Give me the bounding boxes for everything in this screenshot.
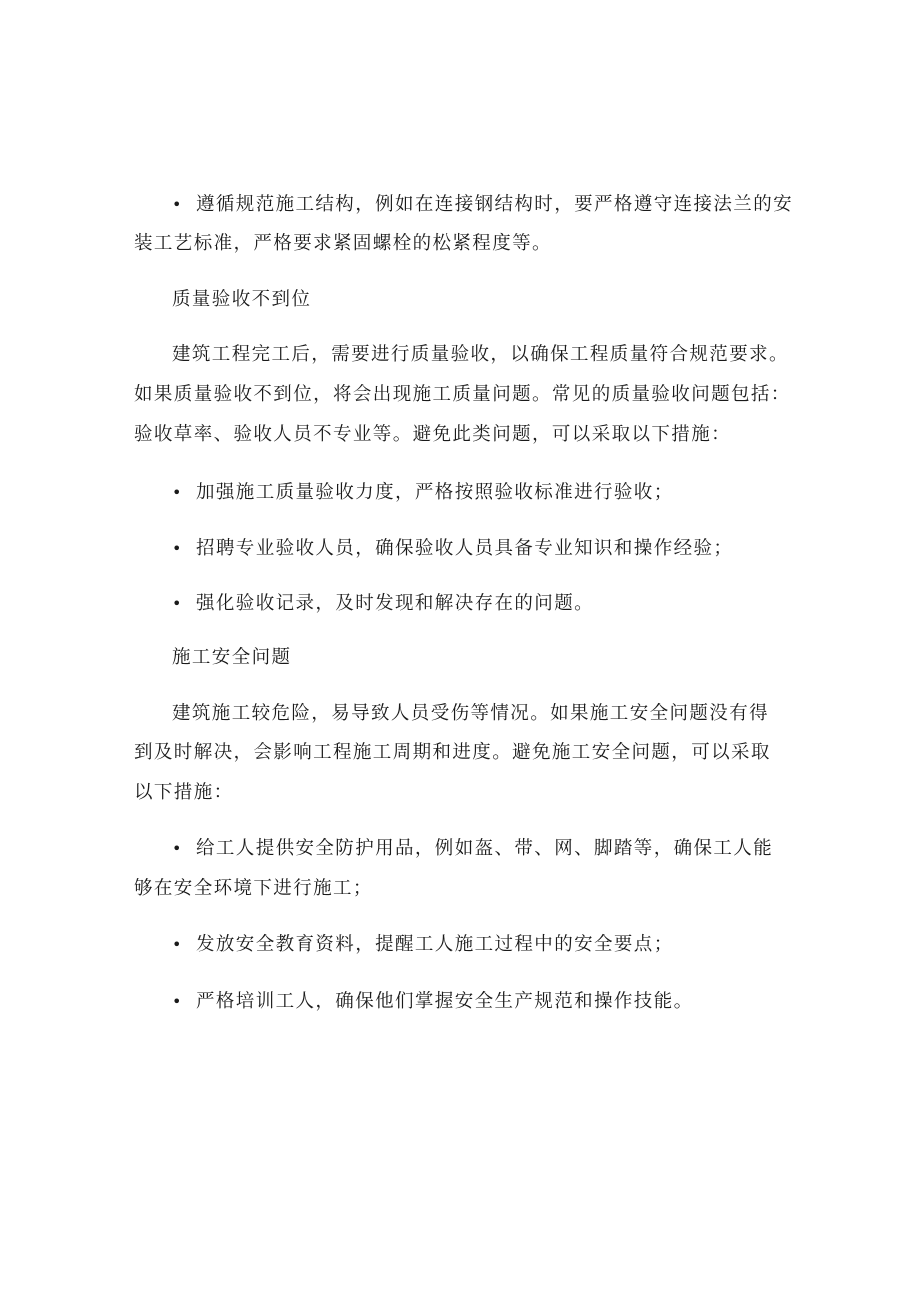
bullet-text-line: 强化验收记录，及时发现和解决存在的问题。 — [196, 593, 595, 614]
paragraph-line: 验收草率、验收人员不专业等。避免此类问题，可以采取以下措施： — [134, 424, 732, 445]
paragraph-line: 建筑工程完工后，需要进行质量验收，以确保工程质量符合规范要求。 — [172, 344, 789, 365]
bullet-text-line: 够在安全环境下进行施工； — [134, 878, 373, 899]
bullet-text-line: 加强施工质量验收力度，严格按照验收标准进行验收； — [196, 482, 674, 503]
bullet-marker: • — [172, 594, 182, 613]
bullet-marker: • — [172, 935, 182, 954]
paragraph-line: 建筑施工较危险，易导致人员受伤等情况。如果施工安全问题没有得 — [172, 703, 770, 724]
paragraph-line: 如果质量验收不到位，将会出现施工质量问题。常见的质量验收问题包括： — [134, 384, 791, 405]
paragraph-line: 以下措施： — [134, 782, 234, 803]
bullet-marker: • — [172, 992, 182, 1011]
bullet-text-line: 严格培训工人，确保他们掌握安全生产规范和操作技能。 — [196, 991, 694, 1012]
bullet-marker: • — [172, 839, 182, 858]
bullet-text-line: 发放安全教育资料，提醒工人施工过程中的安全要点； — [196, 934, 674, 955]
section-heading: 质量验收不到位 — [172, 289, 312, 310]
bullet-marker: • — [172, 195, 182, 214]
paragraph-line: 到及时解决，会影响工程施工周期和进度。避免施工安全问题，可以采取 — [134, 742, 771, 763]
section-heading: 施工安全问题 — [172, 647, 292, 668]
bullet-marker: • — [172, 539, 182, 558]
bullet-text-line: 遵循规范施工结构，例如在连接钢结构时，要严格遵守连接法兰的安 — [196, 194, 794, 215]
bullet-marker: • — [172, 483, 182, 502]
bullet-text-line: 招聘专业验收人员，确保验收人员具备专业知识和操作经验； — [196, 538, 734, 559]
bullet-text-line: 给工人提供安全防护用品，例如盔、带、网、脚踏等，确保工人能 — [196, 838, 774, 859]
bullet-text-line: 装工艺标准，严格要求紧固螺栓的松紧程度等。 — [134, 233, 552, 254]
